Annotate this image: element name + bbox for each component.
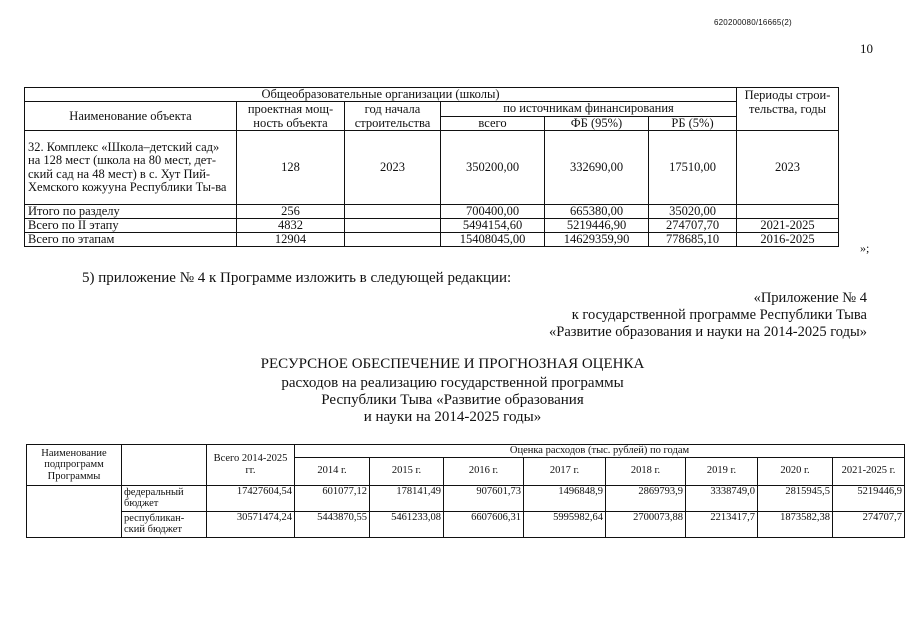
row-rb: 35020,00	[649, 205, 737, 219]
row-rb: 778685,10	[649, 233, 737, 247]
year-value: 1873582,38	[758, 511, 833, 537]
program-name-blank	[27, 485, 122, 537]
appendix-line-3: «Развитие образования и науки на 2014-2025 годы»	[549, 324, 867, 340]
year-value: 5443870,55	[295, 511, 370, 537]
row-capacity: 12904	[237, 233, 345, 247]
object-rb: 17510,00	[649, 131, 737, 205]
year-header: 2014 г.	[295, 457, 370, 485]
year-value: 5461233,08	[370, 511, 444, 537]
budget-source: федеральный бюджет	[122, 485, 207, 511]
row-start-year	[345, 205, 441, 219]
table2-col-name: Наименование подпрограмм Программы	[27, 445, 122, 486]
budget-total: 17427604,54	[207, 485, 295, 511]
object-name: 32. Комплекс «Школа–детский сад» на 128 мест (школа на 80 мест, дет-ский сад на 48 мест) в с. Хут Пий-Хемского кожууна Республики Ты-ва	[25, 131, 237, 205]
row-name: Итого по разделу	[25, 205, 237, 219]
year-header: 2016 г.	[444, 457, 524, 485]
table1-periods-header: Периоды строи-тельства, годы	[737, 88, 839, 131]
year-value: 2815945,5	[758, 485, 833, 511]
budget-source: республикан-ский бюджет	[122, 511, 207, 537]
object-start-year: 2023	[345, 131, 441, 205]
row-total: 15408045,00	[441, 233, 545, 247]
row-period: 2021-2025	[737, 219, 839, 233]
year-header: 2019 г.	[686, 457, 758, 485]
year-header: 2021-2025 г.	[833, 457, 905, 485]
year-value: 601077,12	[295, 485, 370, 511]
title-line-2: расходов на реализацию государственной программы	[281, 375, 624, 391]
object-period: 2023	[737, 131, 839, 205]
table2-col-source-blank	[122, 445, 207, 486]
year-value: 6607606,31	[444, 511, 524, 537]
year-value: 2700073,88	[606, 511, 686, 537]
year-value: 2213417,7	[686, 511, 758, 537]
table1-col-sources: по источникам финансирования	[441, 102, 737, 117]
year-value: 3338749,0	[686, 485, 758, 511]
table-row	[25, 205, 839, 219]
table-row	[27, 511, 905, 537]
year-value: 274707,7	[833, 511, 905, 537]
row-fb: 665380,00	[545, 205, 649, 219]
table1-col-start-year: год начала строительства	[345, 102, 441, 131]
row-capacity: 256	[237, 205, 345, 219]
appendix-line-1: «Приложение № 4	[753, 290, 867, 306]
row-total: 700400,00	[441, 205, 545, 219]
table-row	[25, 219, 839, 233]
year-header: 2018 г.	[606, 457, 686, 485]
table1-group-header: Общеобразовательные организации (школы)	[25, 88, 737, 102]
year-header: 2015 г.	[370, 457, 444, 485]
row-capacity: 4832	[237, 219, 345, 233]
year-value: 1496848,9	[524, 485, 606, 511]
object-fb: 332690,00	[545, 131, 649, 205]
title-line-1: РЕСУРСНОЕ ОБЕСПЕЧЕНИЕ И ПРОГНОЗНАЯ ОЦЕНКА	[260, 356, 645, 372]
row-start-year	[345, 233, 441, 247]
amendment-paragraph: 5) приложение № 4 к Программе изложить в следующей редакции:	[82, 270, 512, 286]
row-name: Всего по этапам	[25, 233, 237, 247]
year-value: 5995982,64	[524, 511, 606, 537]
row-fb: 5219446,90	[545, 219, 649, 233]
row-fb: 14629359,90	[545, 233, 649, 247]
construction-objects-table	[24, 87, 839, 247]
object-total: 350200,00	[441, 131, 545, 205]
table1-col-capacity: проектная мощ-ность объекта	[237, 102, 345, 131]
document-id: 620200080/16665(2)	[714, 18, 792, 27]
appendix-line-2: к государственной программе Республики Тыва	[571, 307, 867, 323]
table2-col-total: Всего 2014-2025 гг.	[207, 445, 295, 486]
closing-quote-mark: »;	[860, 241, 870, 255]
title-line-3: Республики Тыва «Развитие образования	[321, 392, 584, 408]
resource-estimate-table	[26, 444, 905, 538]
year-value: 178141,49	[370, 485, 444, 511]
year-value: 2869793,9	[606, 485, 686, 511]
table1-col-name: Наименование объекта	[25, 102, 237, 131]
row-period	[737, 205, 839, 219]
table2-group-header: Оценка расходов (тыс. рублей) по годам	[295, 445, 905, 458]
row-rb: 274707,70	[649, 219, 737, 233]
row-total: 5494154,60	[441, 219, 545, 233]
table-row	[27, 485, 905, 511]
title-line-4: и науки на 2014-2025 годы»	[363, 409, 542, 425]
row-name: Всего по II этапу	[25, 219, 237, 233]
table-row	[25, 131, 839, 205]
row-period: 2016-2025	[737, 233, 839, 247]
table1-col-rb: РБ (5%)	[649, 116, 737, 131]
table1-col-total: всего	[441, 116, 545, 131]
page-number: 10	[860, 41, 873, 56]
year-value: 5219446,9	[833, 485, 905, 511]
table-row	[25, 233, 839, 247]
year-header: 2020 г.	[758, 457, 833, 485]
row-start-year	[345, 219, 441, 233]
budget-total: 30571474,24	[207, 511, 295, 537]
table1-col-fb: ФБ (95%)	[545, 116, 649, 131]
year-value: 907601,73	[444, 485, 524, 511]
year-header: 2017 г.	[524, 457, 606, 485]
object-capacity: 128	[237, 131, 345, 205]
